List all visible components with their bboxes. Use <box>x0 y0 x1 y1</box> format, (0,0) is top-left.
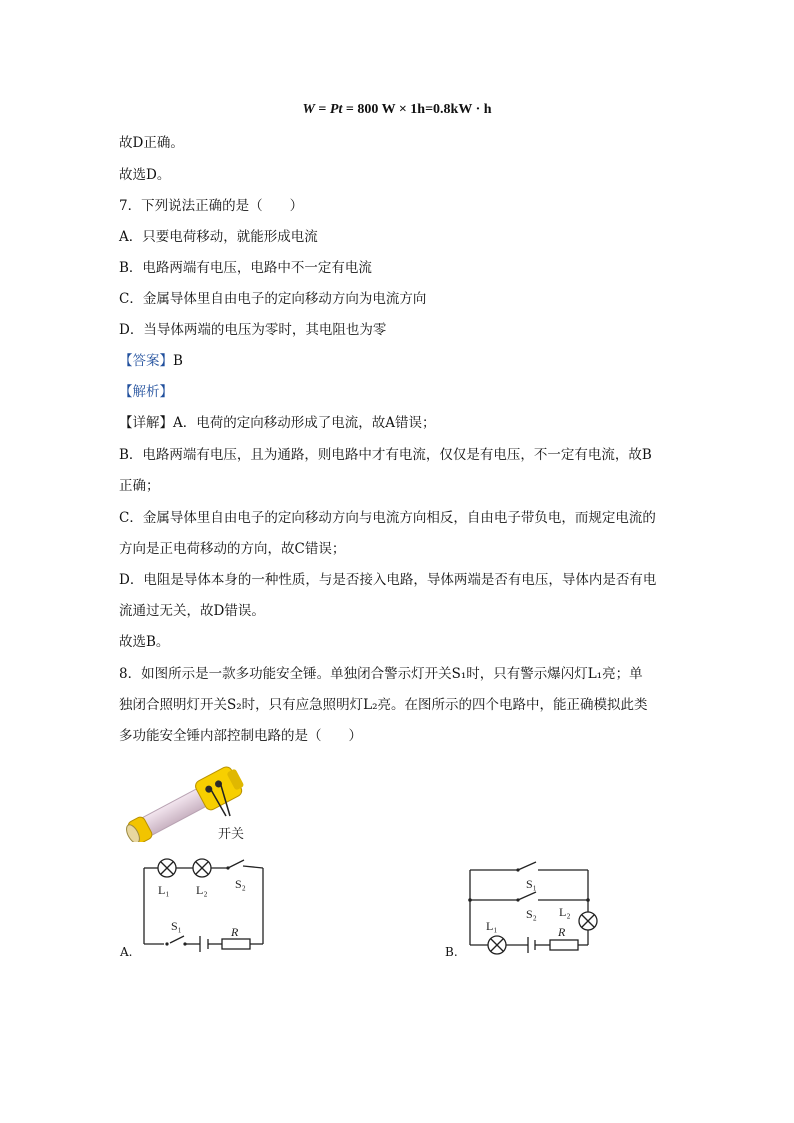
text-line: C．金属导体里自由电子的定向移动方向与电流方向相反，自由电子带负电，而规定电流的 <box>119 510 656 526</box>
question-8: 8．如图所示是一款多功能安全锤。单独闭合警示灯开关S₁时，只有警示爆闪灯L₁亮；单 <box>119 666 643 682</box>
text-line: 故选D。 <box>119 167 171 183</box>
text-line: 故选B。 <box>119 634 170 650</box>
label-l2: L₂ <box>196 883 208 897</box>
label-l2: L₂ <box>559 905 571 919</box>
answer-line <box>119 352 676 370</box>
answer-value: B <box>173 353 183 369</box>
text-line: 正确； <box>119 478 160 494</box>
formula-w: W <box>302 102 315 117</box>
label-s1: S₁ <box>526 877 537 891</box>
text-line: 流通过无关，故D错误。 <box>119 603 265 619</box>
switch-s2 <box>228 860 244 868</box>
switch-s1 <box>518 862 536 870</box>
formula-eq: = <box>314 102 330 117</box>
detail-line <box>119 414 676 432</box>
text-line: 多功能安全锤内部控制电路的是（ ） <box>119 728 362 744</box>
formula-rest: = 800 W × 1h=0.8kW · h <box>342 102 492 117</box>
label-s1: S₁ <box>171 919 182 933</box>
analysis-tag: 【解析】 <box>119 384 173 400</box>
option-a: A．只要电荷移动，就能形成电流 <box>119 229 318 245</box>
resistor-r <box>222 939 250 949</box>
text-line: 独闭合照明灯开关S₂时，只有应急照明灯L₂亮。在图所示的四个电路中，能正确模拟此类 <box>119 697 648 713</box>
formula-t: t <box>338 102 343 117</box>
label-r: R <box>231 925 239 939</box>
label-s2: S₂ <box>526 907 537 921</box>
circuit-a <box>118 850 278 965</box>
option-b-label: B. <box>445 945 458 959</box>
answer-tag: 【答案】 <box>119 353 173 369</box>
option-d: D．当导体两端的电压为零时，其电阻也为零 <box>119 322 387 338</box>
label-l1: L₁ <box>486 919 498 933</box>
formula-p: P <box>329 102 339 117</box>
label-s2: S₂ <box>235 877 246 891</box>
circuit-b <box>446 850 621 965</box>
text-line: 方向是正电荷移动的方向，故C错误； <box>119 541 346 557</box>
option-c: C．金属导体里自由电子的定向移动方向为电流方向 <box>119 291 427 307</box>
resistor-r <box>550 940 578 950</box>
label-r: R <box>558 925 566 939</box>
detail-tag: 【详解】 <box>119 415 173 431</box>
text-line: B．电路两端有电压，且为通路，则电路中才有电流，仅仅是有电压，不一定有电流，故B <box>119 447 652 463</box>
switch-s2 <box>518 892 536 900</box>
switch-caption: 开关 <box>218 827 245 842</box>
safety-hammer-image <box>118 760 258 842</box>
option-b: B．电路两端有电压，电路中不一定有电流 <box>119 260 372 276</box>
text-line: 故D正确。 <box>119 135 184 151</box>
text-line: D．电阻是导体本身的一种性质，与是否接入电路，导体两端是否有电压，导体内是否有电 <box>119 572 657 588</box>
energy-formula <box>0 102 794 118</box>
label-l1: L₁ <box>158 883 170 897</box>
option-a-label: A. <box>120 945 133 959</box>
detail-text: A．电荷的定向移动形成了电流，故A错误； <box>173 415 436 431</box>
question-7: 7．下列说法正确的是（ ） <box>119 198 304 214</box>
